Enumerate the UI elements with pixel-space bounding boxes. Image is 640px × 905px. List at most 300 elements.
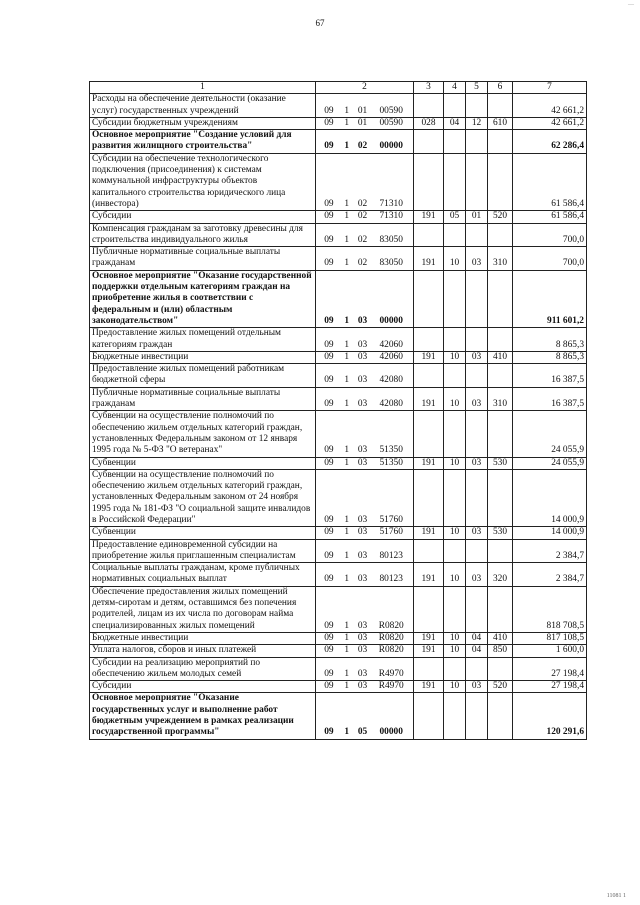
table-row — [90, 469, 587, 526]
code-event: 03 — [357, 351, 368, 362]
code-direction: 42060 — [379, 339, 403, 350]
code-program: 09 — [324, 527, 334, 538]
code-ministry: 191 — [414, 211, 444, 223]
page-number: 67 — [315, 18, 325, 28]
row-codes — [316, 539, 414, 563]
code-section: 10 — [444, 527, 466, 539]
table-row — [90, 153, 587, 210]
code-ministry: 191 — [414, 681, 444, 693]
row-amount: 700,0 — [513, 247, 587, 271]
code-ministry — [414, 657, 444, 681]
code-expense-type — [488, 153, 513, 210]
code-subsection — [466, 223, 488, 247]
header-cell-4: 4 — [444, 82, 466, 94]
code-subprogram: 1 — [344, 234, 350, 245]
row-codes — [316, 527, 414, 539]
row-codes — [316, 223, 414, 247]
code-subprogram: 1 — [344, 457, 350, 468]
code-expense-type: 520 — [488, 211, 513, 223]
row-codes — [316, 645, 414, 657]
row-name: Субвенции — [90, 527, 316, 539]
row-name: Предоставление жилых помещений отдельным категориям граждан — [90, 328, 316, 352]
code-subprogram: 1 — [344, 727, 350, 738]
row-name: Обеспечение предоставления жилых помещений детям-сиротам и детям, оставшимся без попечения родителей, лицам из их числа по договорам найма специализированных жилых помещений — [90, 586, 316, 632]
code-ministry — [414, 693, 444, 739]
code-program: 09 — [324, 141, 334, 152]
code-direction: 51350 — [379, 457, 403, 468]
code-expense-type — [488, 94, 513, 118]
row-codes — [316, 457, 414, 469]
code-ministry — [414, 130, 444, 154]
code-subprogram: 1 — [344, 399, 350, 410]
row-name: Субсидии на реализацию мероприятий по обеспечению жильем молодых семей — [90, 657, 316, 681]
code-direction: 80123 — [379, 550, 403, 561]
code-expense-type — [488, 328, 513, 352]
code-direction: 83050 — [379, 234, 403, 245]
code-event: 03 — [357, 315, 368, 326]
code-subprogram: 1 — [344, 141, 350, 152]
code-event: 03 — [357, 445, 368, 456]
code-event: 01 — [357, 117, 368, 128]
table-row — [90, 586, 587, 632]
code-event: 03 — [357, 514, 368, 525]
code-program: 09 — [324, 211, 334, 222]
row-amount: 818 708,5 — [513, 586, 587, 632]
row-codes — [316, 411, 414, 457]
row-codes — [316, 586, 414, 632]
code-expense-type — [488, 657, 513, 681]
row-amount: 817 108,5 — [513, 632, 587, 644]
code-ministry: 191 — [414, 351, 444, 363]
code-program: 09 — [324, 339, 334, 350]
code-subprogram: 1 — [344, 620, 350, 631]
row-codes — [316, 247, 414, 271]
code-section: 10 — [444, 681, 466, 693]
code-expense-type — [488, 586, 513, 632]
row-codes — [316, 351, 414, 363]
code-subsection — [466, 411, 488, 457]
code-subsection: 03 — [466, 387, 488, 411]
code-program: 09 — [324, 514, 334, 525]
code-event: 03 — [357, 457, 368, 468]
code-program: 09 — [324, 399, 334, 410]
code-section — [444, 411, 466, 457]
code-event: 03 — [357, 681, 368, 692]
table-row — [90, 645, 587, 657]
code-direction: 42080 — [379, 375, 403, 386]
code-subprogram: 1 — [344, 632, 350, 643]
code-subprogram: 1 — [344, 339, 350, 350]
row-amount: 2 384,7 — [513, 539, 587, 563]
code-section — [444, 586, 466, 632]
code-ministry — [414, 469, 444, 526]
row-codes — [316, 117, 414, 129]
code-expense-type: 520 — [488, 681, 513, 693]
code-subsection: 03 — [466, 527, 488, 539]
code-expense-type — [488, 364, 513, 388]
code-program: 09 — [324, 620, 334, 631]
code-subsection — [466, 693, 488, 739]
footer-mark: 11081 1 — [606, 893, 626, 899]
row-amount: 24 055,9 — [513, 457, 587, 469]
row-codes — [316, 693, 414, 739]
header-cell-3: 3 — [414, 82, 444, 94]
row-amount: 8 865,3 — [513, 328, 587, 352]
code-subsection: 03 — [466, 351, 488, 363]
code-subsection: 03 — [466, 681, 488, 693]
row-name: Бюджетные инвестиции — [90, 632, 316, 644]
row-codes — [316, 657, 414, 681]
code-event: 03 — [357, 645, 368, 656]
code-subprogram: 1 — [344, 117, 350, 128]
code-subsection — [466, 657, 488, 681]
code-subprogram: 1 — [344, 258, 350, 269]
code-direction: R4970 — [378, 681, 404, 692]
row-name: Субвенции на осуществление полномочий по обеспечению жильем отдельных категорий граждан, установленных Федеральным законом от 24 ноября 1995 года № 181-ФЗ "О социальной защите инвалидов в Российской Федерации" — [90, 469, 316, 526]
code-program: 09 — [324, 258, 334, 269]
code-program: 09 — [324, 574, 334, 585]
table-row — [90, 247, 587, 271]
code-program: 09 — [324, 668, 334, 679]
code-ministry — [414, 328, 444, 352]
code-program: 09 — [324, 632, 334, 643]
code-section: 10 — [444, 632, 466, 644]
row-amount: 700,0 — [513, 223, 587, 247]
row-amount: 24 055,9 — [513, 411, 587, 457]
code-event: 03 — [357, 399, 368, 410]
code-event: 03 — [357, 527, 368, 538]
code-expense-type — [488, 693, 513, 739]
table-row — [90, 693, 587, 739]
row-name: Предоставление единовременной субсидии на приобретение жилья приглашенным специалистам — [90, 539, 316, 563]
code-event: 02 — [357, 141, 368, 152]
code-expense-type: 410 — [488, 632, 513, 644]
code-subprogram: 1 — [344, 527, 350, 538]
row-amount: 27 198,4 — [513, 681, 587, 693]
code-section: 10 — [444, 387, 466, 411]
row-name: Субсидии на обеспечение технологического подключения (присоединения) к системам коммунальной инфраструктуры объектов капитального строительства юридического лица (инвестора) — [90, 153, 316, 210]
code-expense-type: 310 — [488, 387, 513, 411]
code-subsection: 03 — [466, 457, 488, 469]
code-section — [444, 364, 466, 388]
code-subprogram: 1 — [344, 445, 350, 456]
row-amount: 8 865,3 — [513, 351, 587, 363]
row-name: Субвенции — [90, 457, 316, 469]
code-event: 03 — [357, 620, 368, 631]
code-ministry: 028 — [414, 117, 444, 129]
code-ministry: 191 — [414, 527, 444, 539]
table-row — [90, 527, 587, 539]
code-event: 02 — [357, 211, 368, 222]
row-name: Основное мероприятие "Оказание государственной поддержки отдельным категориям граждан на приобретение жилья в соответствии с федеральным и (или) областным законодательством" — [90, 270, 316, 327]
code-direction: 71310 — [379, 211, 403, 222]
row-codes — [316, 364, 414, 388]
code-subsection — [466, 539, 488, 563]
code-ministry: 191 — [414, 387, 444, 411]
code-subsection: 04 — [466, 645, 488, 657]
row-amount: 1 600,0 — [513, 645, 587, 657]
table-row — [90, 130, 587, 154]
code-section — [444, 328, 466, 352]
code-expense-type: 530 — [488, 457, 513, 469]
row-codes — [316, 94, 414, 118]
row-name: Компенсация гражданам за заготовку древесины для строительства индивидуального жилья — [90, 223, 316, 247]
row-name: Бюджетные инвестиции — [90, 351, 316, 363]
code-subprogram: 1 — [344, 211, 350, 222]
code-ministry — [414, 364, 444, 388]
code-program: 09 — [324, 315, 334, 326]
code-event: 03 — [357, 632, 368, 643]
code-subsection — [466, 364, 488, 388]
code-ministry: 191 — [414, 563, 444, 587]
code-section: 10 — [444, 247, 466, 271]
code-subprogram: 1 — [344, 574, 350, 585]
row-amount: 42 661,2 — [513, 94, 587, 118]
code-direction: R0820 — [378, 620, 404, 631]
row-amount: 2 384,7 — [513, 563, 587, 587]
code-program: 09 — [324, 681, 334, 692]
row-name: Субвенции на осуществление полномочий по обеспечению жильем отдельных категорий граждан, установленных Федеральным законом от 12 января 1995 года № 5-ФЗ "О ветеранах" — [90, 411, 316, 457]
code-expense-type: 310 — [488, 247, 513, 271]
code-event: 01 — [357, 105, 368, 116]
code-subsection: 03 — [466, 563, 488, 587]
code-program: 09 — [324, 198, 334, 209]
code-direction: 71310 — [379, 198, 403, 209]
code-section: 10 — [444, 645, 466, 657]
row-name: Субсидии — [90, 211, 316, 223]
code-program: 09 — [324, 457, 334, 468]
code-expense-type — [488, 223, 513, 247]
code-ministry: 191 — [414, 247, 444, 271]
row-codes — [316, 681, 414, 693]
code-section — [444, 223, 466, 247]
code-subprogram: 1 — [344, 105, 350, 116]
code-program: 09 — [324, 645, 334, 656]
table-body — [90, 82, 587, 740]
row-codes — [316, 211, 414, 223]
code-direction: R4970 — [378, 668, 404, 679]
table-row — [90, 364, 587, 388]
code-direction: R0820 — [378, 632, 404, 643]
code-subprogram: 1 — [344, 681, 350, 692]
row-name: Предоставление жилых помещений работникам бюджетной сферы — [90, 364, 316, 388]
code-ministry — [414, 586, 444, 632]
header-cell-5: 5 — [466, 82, 488, 94]
code-direction: 51350 — [379, 445, 403, 456]
code-event: 03 — [357, 339, 368, 350]
row-amount: 16 387,5 — [513, 387, 587, 411]
code-section: 10 — [444, 457, 466, 469]
row-name: Расходы на обеспечение деятельности (оказание услуг) государственных учреждений — [90, 94, 316, 118]
row-amount: 27 198,4 — [513, 657, 587, 681]
row-amount: 61 586,4 — [513, 153, 587, 210]
code-subprogram: 1 — [344, 645, 350, 656]
code-event: 03 — [357, 375, 368, 386]
code-subsection — [466, 586, 488, 632]
code-expense-type — [488, 469, 513, 526]
code-section — [444, 270, 466, 327]
code-event: 05 — [357, 727, 368, 738]
code-expense-type — [488, 130, 513, 154]
code-program: 09 — [324, 727, 334, 738]
row-name: Субсидии — [90, 681, 316, 693]
table-row — [90, 457, 587, 469]
code-section — [444, 539, 466, 563]
code-expense-type — [488, 270, 513, 327]
table-row — [90, 657, 587, 681]
row-name: Основное мероприятие "Создание условий для развития жилищного строительства" — [90, 130, 316, 154]
row-amount: 42 661,2 — [513, 117, 587, 129]
code-program: 09 — [324, 445, 334, 456]
code-program: 09 — [324, 105, 334, 116]
row-amount: 61 586,4 — [513, 211, 587, 223]
code-direction: R0820 — [378, 645, 404, 656]
code-section — [444, 469, 466, 526]
code-subprogram: 1 — [344, 514, 350, 525]
code-ministry — [414, 223, 444, 247]
code-section — [444, 153, 466, 210]
code-subprogram: 1 — [344, 668, 350, 679]
row-codes — [316, 563, 414, 587]
code-subsection — [466, 469, 488, 526]
row-codes — [316, 328, 414, 352]
code-program: 09 — [324, 234, 334, 245]
table-row — [90, 411, 587, 457]
code-section: 10 — [444, 563, 466, 587]
table-row — [90, 117, 587, 129]
row-codes — [316, 632, 414, 644]
header-cell-7: 7 — [513, 82, 587, 94]
table-row — [90, 270, 587, 327]
row-codes — [316, 469, 414, 526]
table-row — [90, 94, 587, 118]
code-section: 05 — [444, 211, 466, 223]
code-subsection: 01 — [466, 211, 488, 223]
row-amount: 911 601,2 — [513, 270, 587, 327]
row-amount: 62 286,4 — [513, 130, 587, 154]
code-direction: 00590 — [379, 117, 403, 128]
code-direction: 00590 — [379, 105, 403, 116]
code-subprogram: 1 — [344, 315, 350, 326]
code-section — [444, 657, 466, 681]
code-direction: 83050 — [379, 258, 403, 269]
table-row — [90, 328, 587, 352]
code-expense-type: 850 — [488, 645, 513, 657]
row-amount: 14 000,9 — [513, 469, 587, 526]
code-section — [444, 693, 466, 739]
row-amount: 16 387,5 — [513, 364, 587, 388]
code-section: 10 — [444, 351, 466, 363]
code-subsection — [466, 328, 488, 352]
header-row — [90, 82, 587, 94]
code-subprogram: 1 — [344, 550, 350, 561]
row-name: Социальные выплаты гражданам, кроме публичных нормативных социальных выплат — [90, 563, 316, 587]
row-codes — [316, 130, 414, 154]
code-section: 04 — [444, 117, 466, 129]
row-amount: 120 291,6 — [513, 693, 587, 739]
code-ministry: 191 — [414, 645, 444, 657]
header-cell-2: 2 — [316, 82, 414, 94]
code-program: 09 — [324, 375, 334, 386]
code-subsection — [466, 270, 488, 327]
table-row — [90, 211, 587, 223]
code-ministry — [414, 270, 444, 327]
code-direction: 00000 — [379, 727, 403, 738]
row-codes — [316, 153, 414, 210]
table-row — [90, 632, 587, 644]
code-program: 09 — [324, 351, 334, 362]
code-subsection — [466, 153, 488, 210]
row-name: Уплата налогов, сборов и иных платежей — [90, 645, 316, 657]
code-program: 09 — [324, 550, 334, 561]
code-expense-type: 410 — [488, 351, 513, 363]
code-expense-type — [488, 411, 513, 457]
code-program: 09 — [324, 117, 334, 128]
code-subsection: 04 — [466, 632, 488, 644]
code-event: 03 — [357, 574, 368, 585]
code-section — [444, 130, 466, 154]
table-row — [90, 681, 587, 693]
row-amount: 14 000,9 — [513, 527, 587, 539]
code-direction: 42060 — [379, 351, 403, 362]
code-subprogram: 1 — [344, 198, 350, 209]
table-row — [90, 351, 587, 363]
row-name: Публичные нормативные социальные выплаты гражданам — [90, 387, 316, 411]
code-event: 02 — [357, 198, 368, 209]
row-codes — [316, 270, 414, 327]
code-subsection: 12 — [466, 117, 488, 129]
header-cell-1: 1 — [90, 82, 316, 94]
code-direction: 00000 — [379, 315, 403, 326]
code-direction: 51760 — [379, 514, 403, 525]
code-subprogram: 1 — [344, 351, 350, 362]
table-row — [90, 563, 587, 587]
code-subprogram: 1 — [344, 375, 350, 386]
code-direction: 51760 — [379, 527, 403, 538]
code-expense-type — [488, 539, 513, 563]
code-expense-type: 530 — [488, 527, 513, 539]
code-ministry — [414, 411, 444, 457]
code-subsection — [466, 94, 488, 118]
code-direction: 00000 — [379, 141, 403, 152]
code-event: 02 — [357, 234, 368, 245]
code-expense-type: 320 — [488, 563, 513, 587]
code-section — [444, 94, 466, 118]
code-ministry — [414, 539, 444, 563]
code-ministry: 191 — [414, 457, 444, 469]
code-ministry — [414, 153, 444, 210]
corner-mark: — — [628, 2, 634, 8]
row-codes — [316, 387, 414, 411]
code-ministry: 191 — [414, 632, 444, 644]
code-subsection — [466, 130, 488, 154]
row-name: Основное мероприятие "Оказание государственных услуг и выполнение работ бюджетным учреждением в рамках реализации государственной программы" — [90, 693, 316, 739]
code-event: 02 — [357, 258, 368, 269]
table-row — [90, 223, 587, 247]
table-row — [90, 539, 587, 563]
code-event: 03 — [357, 668, 368, 679]
budget-table — [89, 81, 587, 740]
header-cell-6: 6 — [488, 82, 513, 94]
table-row — [90, 387, 587, 411]
code-subsection: 03 — [466, 247, 488, 271]
code-direction: 80123 — [379, 574, 403, 585]
code-event: 03 — [357, 550, 368, 561]
code-ministry — [414, 94, 444, 118]
code-direction: 42080 — [379, 399, 403, 410]
row-name: Субсидии бюджетным учреждениям — [90, 117, 316, 129]
row-name: Публичные нормативные социальные выплаты гражданам — [90, 247, 316, 271]
